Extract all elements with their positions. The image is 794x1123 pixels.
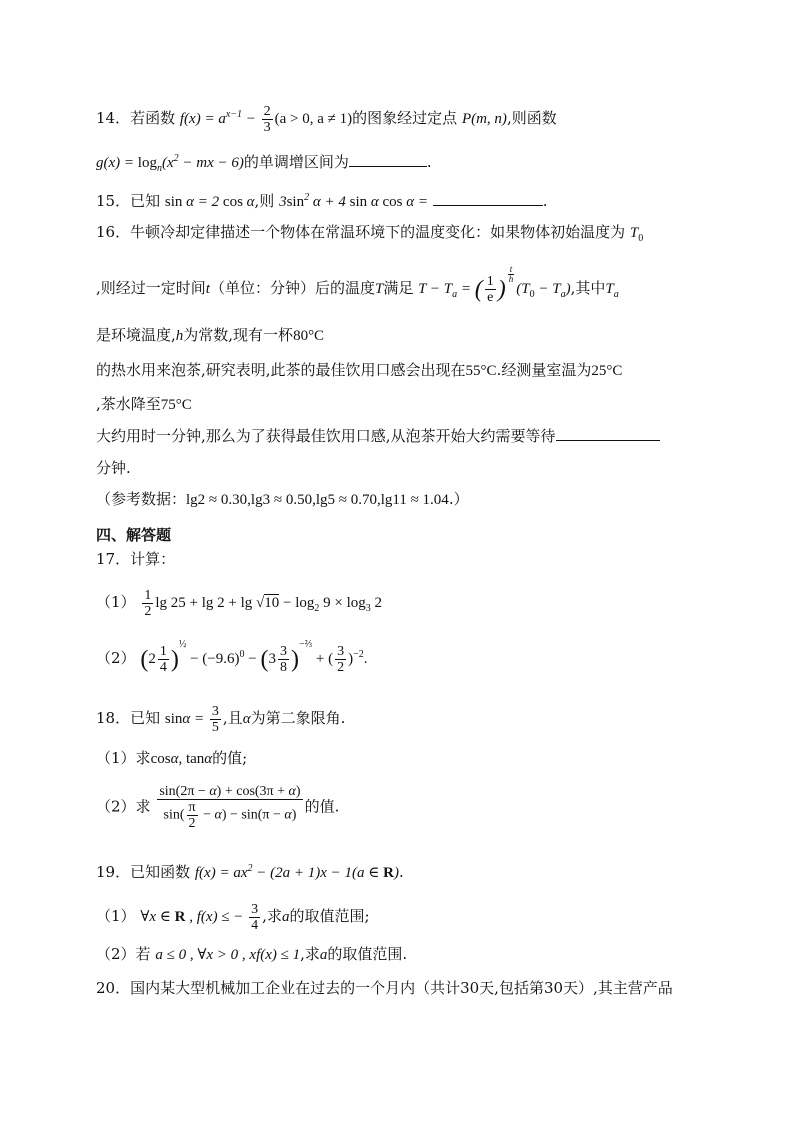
two-thirds-fraction: $\frac{2}{3}$ bbox=[263, 104, 271, 135]
q16-text2c: 满足 bbox=[383, 278, 414, 297]
q16-text3a: 是环境温度, bbox=[96, 326, 176, 344]
q17-text: 计算： bbox=[130, 550, 176, 568]
q16-formula: $T - T_a$ = ( $\frac{1}{e}$ ) $^{\frac{t}{h}}$ $(T_0 - T_a)$ bbox=[418, 264, 571, 305]
q16-label: 16． bbox=[96, 223, 131, 241]
q14-func: $f(x) = a^{x-1}$ − $\frac{2}{3}$ (a > 0, a ≠ 1) bbox=[179, 104, 353, 135]
q18-label: 18． bbox=[96, 708, 131, 727]
three-quarters-fraction: $\frac{3}{4}$ bbox=[251, 902, 259, 933]
q16-line1 bbox=[96, 222, 643, 249]
q16-temp75: 75°C bbox=[160, 397, 192, 413]
q19-a2: a bbox=[319, 947, 328, 963]
q14-text1: 若函数 bbox=[130, 108, 176, 127]
q18-text2: ,且 bbox=[222, 708, 243, 727]
q16-temp80: 80°C bbox=[293, 328, 325, 344]
q16-T: T bbox=[374, 280, 384, 297]
q14-end: . bbox=[426, 153, 432, 171]
q19-p2-end: 的取值范围. bbox=[327, 945, 408, 963]
q16-temp55: 55°C bbox=[465, 363, 497, 379]
q18-p2-label: （2） bbox=[96, 797, 136, 816]
q20-label: 20． bbox=[96, 979, 131, 997]
q15-cond: sin α = 2 cos α bbox=[164, 194, 255, 210]
q18-p2-denominator: sin( $\frac{\pi}{2}$ − α) − sin(π − α) bbox=[163, 800, 297, 831]
q15-text1: 已知 bbox=[130, 192, 161, 210]
q16-ref-data: lg2 ≈ 0.30,lg3 ≈ 0.50,lg5 ≈ 0.70,lg11 ≈ 1.04 bbox=[186, 492, 449, 508]
q16-text4a: 的热水用来泡茶,研究表明,此茶的最佳饮用口感会出现在 bbox=[96, 361, 466, 379]
q16-t0: $T_0$ bbox=[629, 225, 644, 244]
q18-p2-text: 求 bbox=[135, 797, 151, 816]
q19-text1: 已知函数 bbox=[130, 863, 191, 881]
q18-alpha: α bbox=[242, 710, 251, 727]
q16-text2d: ,其中 bbox=[570, 278, 606, 297]
q16-line3 bbox=[96, 325, 324, 346]
q16-ref-end: .） bbox=[448, 490, 469, 508]
q19-a: a bbox=[281, 908, 290, 925]
q16-line4 bbox=[96, 360, 622, 381]
q19-p2-label: （2） bbox=[96, 945, 136, 963]
q18-p2-numerator: sin(2π − α) + cos(3π + α) bbox=[159, 784, 301, 799]
q16-line2 bbox=[96, 264, 619, 305]
q16-answer-blank[interactable] bbox=[556, 426, 660, 441]
q15-answer-blank[interactable] bbox=[433, 191, 543, 206]
q18-cond: sinα = $\frac{3}{5}$ bbox=[164, 704, 219, 735]
three-fifths-fraction: $\frac{3}{5}$ bbox=[211, 704, 219, 735]
one-over-e-fraction: $\frac{1}{e}$ bbox=[486, 274, 494, 305]
q19-label: 19． bbox=[96, 863, 131, 881]
q19-p2-expr: a ≤ 0 , ∀x > 0 , xf(x) ≤ 1 bbox=[155, 947, 301, 963]
q19-p2-text2: ,求 bbox=[300, 945, 320, 963]
q17-p1-expr: $\frac{1}{2}$ $\lg 25 + \lg 2 + \lg √10 - \log_2 9 \times \log_3 2$ bbox=[144, 588, 383, 619]
q16-text3b: 为常数,现有一杯 bbox=[183, 326, 294, 344]
q16-text2a: ,则经过一定时间 bbox=[96, 278, 206, 297]
q16-ref-label: （参考数据： bbox=[96, 490, 187, 508]
q20-line bbox=[96, 978, 673, 998]
q18-p1-label: （1） bbox=[96, 749, 136, 767]
q14-text4: 的单调增区间为 bbox=[243, 153, 349, 171]
q17-p2-expr: (2 $\frac{1}{4}$ )$^{\frac{1}{2}} - (-9.6)^0 - (3$ $\frac{3}{8}$ )$^{-\frac{2}{3}}$ + ( $\frac{3}{2}$ )$^{-2}$. bbox=[140, 638, 368, 675]
q14-g-func: $g(x) = \log_n(x^2$ − mx − 6) bbox=[96, 153, 244, 174]
q14-label: 14． bbox=[96, 108, 131, 127]
q16-text1: 牛顿冷却定律描述一个物体在常温环境下的温度变化：如果物体初始温度为 bbox=[130, 223, 626, 241]
q18-p1-expr: cosα, tanα bbox=[150, 751, 213, 767]
q16-line6 bbox=[96, 426, 660, 446]
q15-label: 15． bbox=[96, 192, 131, 210]
q19-p2-text1: 若 bbox=[135, 945, 151, 963]
q19-part1 bbox=[96, 902, 370, 933]
q20-text: 国内某大型机械加工企业在过去的一个月内（共计30天,包括第30天）,其主营产品 bbox=[130, 979, 673, 997]
q17-part1 bbox=[96, 588, 382, 619]
q17-line bbox=[96, 549, 175, 569]
q16-text4b: .经测量室温为 bbox=[496, 361, 592, 379]
q18-p2-end: 的值. bbox=[304, 797, 340, 816]
q17-p1-label: （1） bbox=[96, 592, 136, 611]
section-title: 四、解答题 bbox=[96, 526, 172, 544]
q19-end: . bbox=[398, 863, 404, 881]
q18-p1-end: 的值; bbox=[212, 749, 248, 767]
half-fraction: $\frac{1}{2}$ bbox=[144, 588, 152, 619]
q19-p1-label: （1） bbox=[96, 906, 136, 925]
q14-text2: 的图象经过定点 bbox=[352, 108, 458, 127]
q16-line7 bbox=[96, 458, 131, 478]
q19-line bbox=[96, 859, 404, 883]
q18-text3: 为第二象限角. bbox=[250, 708, 346, 727]
q16-ta: $T_a$ bbox=[605, 280, 619, 300]
q15-expr: $3\sin^2$ α + 4 sin α cos α = bbox=[279, 192, 428, 210]
q16-text5a: ,茶水降至 bbox=[96, 395, 161, 413]
q19-p1-expr: ∀x ∈ R , f(x) ≤ − $\frac{3}{4}$ bbox=[140, 902, 259, 933]
q14-answer-blank[interactable] bbox=[349, 152, 427, 167]
q19-func: $f(x) = ax^2 - (2a + 1)x - 1(a$ ∈ R) bbox=[194, 863, 399, 881]
q14-line1 bbox=[96, 104, 557, 135]
q16-h: h bbox=[175, 328, 184, 344]
q19-part2 bbox=[96, 944, 407, 965]
q17-p2-label: （2） bbox=[96, 648, 136, 667]
q18-part1 bbox=[96, 748, 247, 769]
q17-part2 bbox=[96, 638, 368, 675]
q14-line2 bbox=[96, 149, 432, 179]
q16-t: t bbox=[205, 280, 210, 297]
q17-label: 17． bbox=[96, 550, 131, 568]
q18-text1: 已知 bbox=[130, 708, 161, 727]
q16-text7: 分钟. bbox=[96, 459, 131, 477]
q15-text2: ,则 bbox=[254, 192, 275, 210]
q15-line bbox=[96, 188, 548, 212]
q16-temp25: 25°C bbox=[591, 363, 623, 379]
q18-part2 bbox=[96, 784, 339, 831]
q19-p1-end: 的取值范围; bbox=[289, 906, 370, 925]
q19-p1-text: ,求 bbox=[262, 906, 282, 925]
q18-line bbox=[96, 704, 345, 735]
q16-text6: 大约用时一分钟,那么为了获得最佳饮用口感,从泡茶开始大约需要等待 bbox=[96, 427, 556, 445]
q18-p1-text: 求 bbox=[135, 749, 151, 767]
q16-reference bbox=[96, 489, 469, 510]
q16-text2b: （单位：分钟）后的温度 bbox=[209, 278, 375, 297]
q14-text3: ,则函数 bbox=[506, 108, 557, 127]
q18-p2-fraction bbox=[157, 784, 302, 831]
q16-line5 bbox=[96, 394, 192, 415]
q14-point: P(m, n) bbox=[461, 110, 507, 127]
q15-end: . bbox=[542, 192, 548, 210]
